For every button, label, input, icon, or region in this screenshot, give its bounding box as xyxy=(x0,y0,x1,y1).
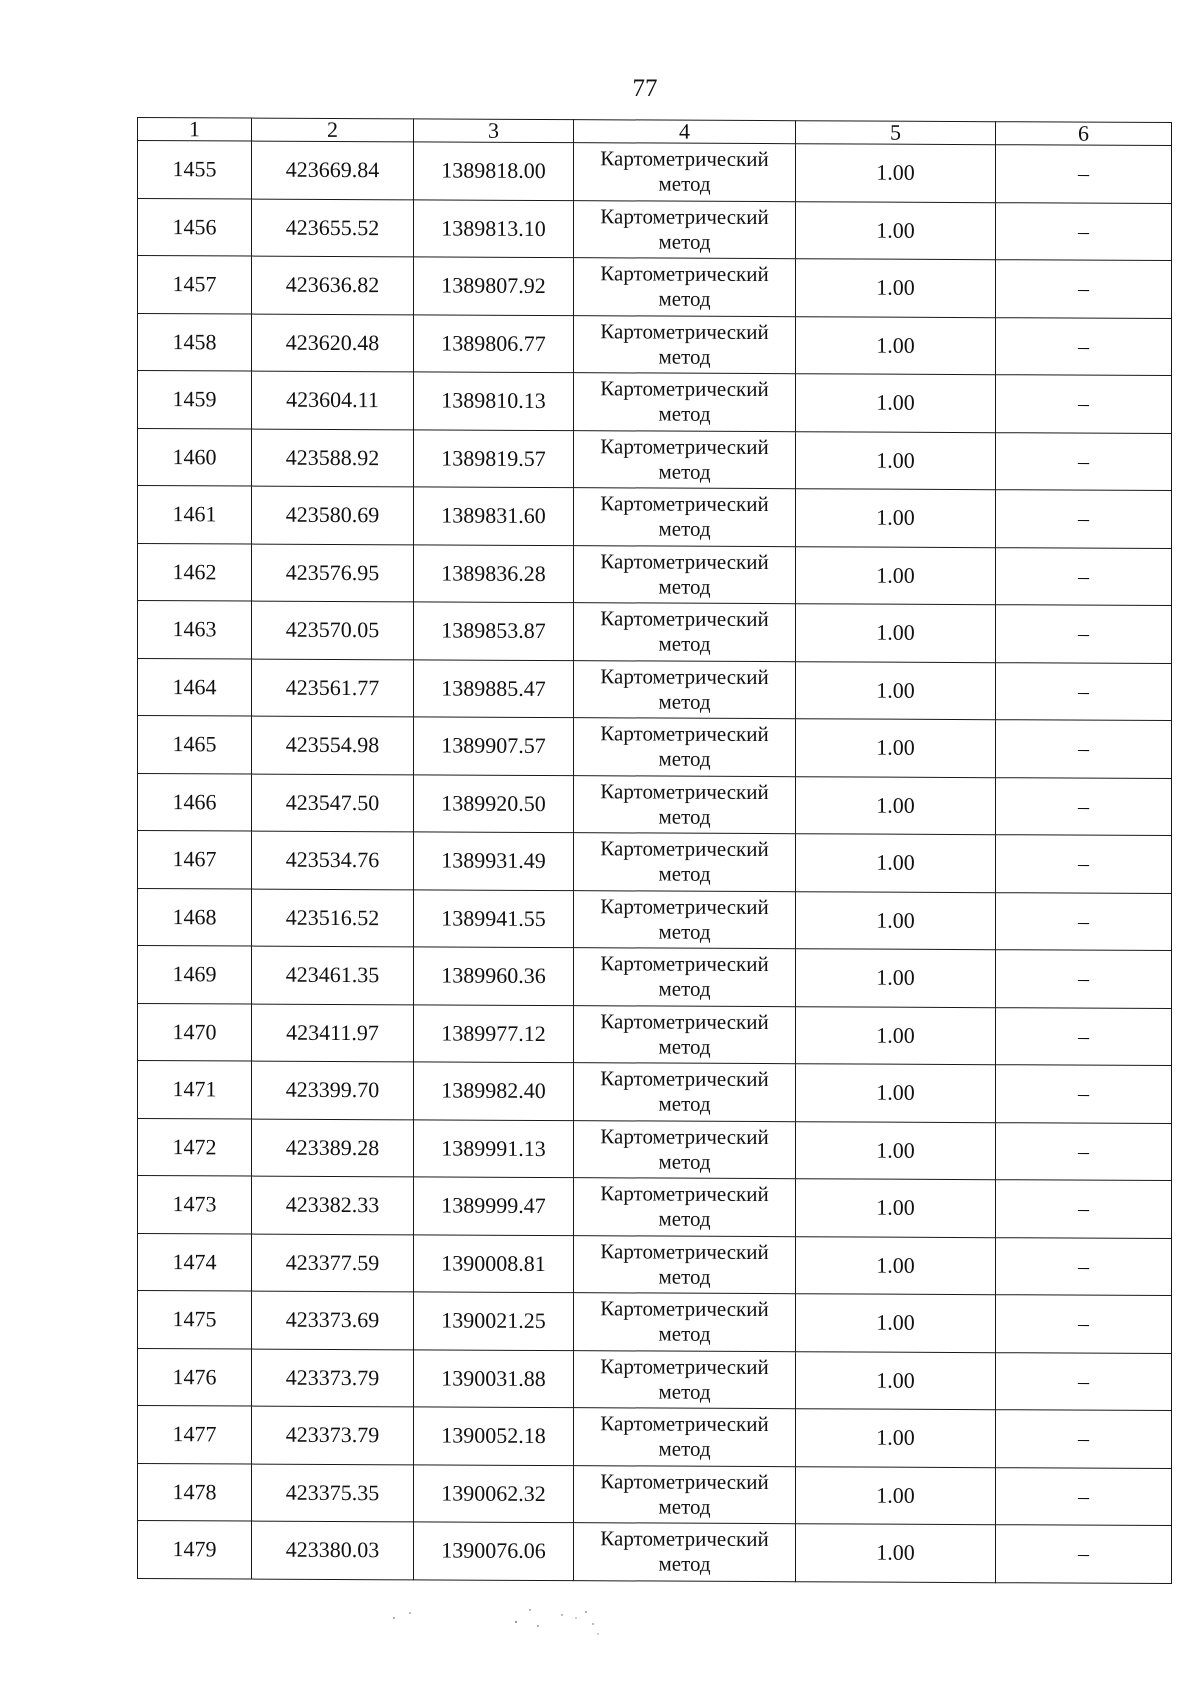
table-row xyxy=(138,543,1172,606)
note-cell: – xyxy=(996,1467,1172,1525)
accuracy-cell: 1.00 xyxy=(796,1121,996,1179)
method-line-2: метод xyxy=(658,1264,711,1289)
column-header-2: 2 xyxy=(252,118,414,142)
x-coordinate-cell: 423636.82 xyxy=(252,256,414,314)
y-coordinate-cell: 1389982.40 xyxy=(414,1062,574,1120)
method-cell xyxy=(574,430,796,489)
point-number-cell: 1468 xyxy=(138,888,252,946)
method-cell xyxy=(574,488,796,547)
point-number-cell: 1473 xyxy=(138,1176,252,1234)
method-cell xyxy=(574,373,796,432)
table-row xyxy=(138,1061,1172,1124)
y-coordinate-cell: 1389810.13 xyxy=(414,372,574,430)
method-cell xyxy=(574,660,796,719)
method-cell xyxy=(574,775,796,834)
note-cell: – xyxy=(996,1410,1172,1468)
note-cell: – xyxy=(996,605,1172,663)
y-coordinate-cell: 1389813.10 xyxy=(414,199,574,257)
accuracy-cell: 1.00 xyxy=(796,1236,996,1294)
method-cell xyxy=(574,1408,796,1467)
accuracy-cell: 1.00 xyxy=(796,1064,996,1122)
point-number-cell: 1461 xyxy=(138,486,252,544)
method-line-2: метод xyxy=(658,229,711,254)
method-line-2: метод xyxy=(658,171,711,197)
accuracy-cell: 1.00 xyxy=(796,259,996,317)
x-coordinate-cell: 423547.50 xyxy=(252,774,414,832)
method-line-1: Картометрический xyxy=(600,491,769,517)
method-line-2: метод xyxy=(658,1321,711,1347)
method-cell xyxy=(574,948,796,1007)
point-number-cell: 1470 xyxy=(138,1003,252,1061)
method-line-2: метод xyxy=(658,1206,711,1232)
method-line-1: Картометрический xyxy=(600,1181,769,1207)
point-number-cell: 1474 xyxy=(138,1233,252,1291)
x-coordinate-cell: 423399.70 xyxy=(252,1061,414,1119)
x-coordinate-cell: 423669.84 xyxy=(252,141,414,199)
accuracy-cell: 1.00 xyxy=(796,776,996,834)
accuracy-cell: 1.00 xyxy=(796,546,996,604)
point-number-cell: 1472 xyxy=(138,1118,252,1176)
column-header-5: 5 xyxy=(796,121,996,145)
y-coordinate-cell: 1389819.57 xyxy=(414,429,574,487)
point-number-cell: 1464 xyxy=(138,658,252,716)
method-line-2: метод xyxy=(658,746,711,772)
point-number-cell: 1463 xyxy=(138,601,252,659)
point-number-cell: 1466 xyxy=(138,773,252,831)
y-coordinate-cell: 1390008.81 xyxy=(414,1234,574,1292)
method-cell xyxy=(574,315,796,374)
method-line-2: метод xyxy=(658,1494,711,1519)
point-number-cell: 1479 xyxy=(138,1521,252,1579)
method-line-1: Картометрический xyxy=(600,549,769,574)
table-body xyxy=(138,141,1172,1584)
table-row xyxy=(138,428,1172,491)
accuracy-cell: 1.00 xyxy=(796,1524,996,1582)
method-cell xyxy=(574,1178,796,1237)
method-line-1: Картометрический xyxy=(600,1296,769,1322)
x-coordinate-cell: 423411.97 xyxy=(252,1004,414,1062)
table-row xyxy=(138,831,1172,894)
method-line-1: Картометрический xyxy=(600,894,769,919)
table-row xyxy=(138,313,1172,376)
accuracy-cell: 1.00 xyxy=(796,604,996,662)
point-number-cell: 1457 xyxy=(138,256,252,314)
table-row xyxy=(138,1118,1172,1181)
y-coordinate-cell: 1389941.55 xyxy=(414,889,574,947)
method-line-2: метод xyxy=(658,401,711,427)
method-cell xyxy=(574,603,796,662)
note-cell: – xyxy=(996,202,1172,260)
note-cell: – xyxy=(996,777,1172,835)
note-cell: – xyxy=(996,317,1172,375)
method-cell xyxy=(574,1465,796,1524)
y-coordinate-cell: 1390021.25 xyxy=(414,1292,574,1350)
accuracy-cell: 1.00 xyxy=(796,1466,996,1524)
note-cell: – xyxy=(996,145,1172,203)
method-cell xyxy=(574,1120,796,1179)
method-line-1: Картометрический xyxy=(600,1239,769,1264)
method-line-2: метод xyxy=(658,516,711,542)
table-row xyxy=(138,1406,1172,1469)
method-cell xyxy=(574,545,796,604)
accuracy-cell: 1.00 xyxy=(796,431,996,489)
note-cell: – xyxy=(996,1122,1172,1180)
method-cell xyxy=(574,258,796,317)
x-coordinate-cell: 423580.69 xyxy=(252,486,414,544)
table-row xyxy=(138,1233,1172,1296)
method-line-1: Картометрический xyxy=(600,434,769,459)
method-line-1: Картометрический xyxy=(600,261,769,287)
note-cell: – xyxy=(996,1237,1172,1295)
accuracy-cell: 1.00 xyxy=(796,1006,996,1064)
y-coordinate-cell: 1390076.06 xyxy=(414,1522,574,1580)
y-coordinate-cell: 1389977.12 xyxy=(414,1004,574,1062)
method-line-1: Картометрический xyxy=(600,606,769,632)
coordinates-table xyxy=(137,117,1172,1584)
point-number-cell: 1469 xyxy=(138,946,252,1004)
method-cell xyxy=(574,1235,796,1294)
method-line-2: метод xyxy=(658,1436,711,1462)
note-cell: – xyxy=(996,720,1172,778)
accuracy-cell: 1.00 xyxy=(796,834,996,892)
table-row xyxy=(138,1521,1172,1584)
method-line-2: метод xyxy=(658,459,711,484)
method-line-1: Картометрический xyxy=(600,836,769,862)
y-coordinate-cell: 1389991.13 xyxy=(414,1119,574,1177)
point-number-cell: 1471 xyxy=(138,1061,252,1119)
method-line-2: метод xyxy=(658,976,711,1002)
table-row xyxy=(138,773,1172,836)
note-cell: – xyxy=(996,950,1172,1008)
x-coordinate-cell: 423576.95 xyxy=(252,544,414,602)
method-line-2: метод xyxy=(658,689,711,714)
note-cell: – xyxy=(996,1065,1172,1123)
x-coordinate-cell: 423380.03 xyxy=(252,1521,414,1579)
method-line-1: Картометрический xyxy=(600,1009,769,1034)
accuracy-cell: 1.00 xyxy=(796,316,996,374)
method-line-1: Картометрический xyxy=(600,1124,769,1149)
point-number-cell: 1475 xyxy=(138,1291,252,1349)
column-header-3: 3 xyxy=(414,119,574,143)
y-coordinate-cell: 1389920.50 xyxy=(414,774,574,832)
point-number-cell: 1458 xyxy=(138,313,252,371)
method-line-2: метод xyxy=(658,1149,711,1174)
note-cell: – xyxy=(996,432,1172,490)
method-line-2: метод xyxy=(658,861,711,887)
point-number-cell: 1477 xyxy=(138,1406,252,1464)
note-cell: – xyxy=(996,892,1172,950)
x-coordinate-cell: 423373.79 xyxy=(252,1406,414,1464)
table-row xyxy=(138,1348,1172,1411)
method-line-1: Картометрический xyxy=(600,319,769,344)
x-coordinate-cell: 423604.11 xyxy=(252,371,414,429)
note-cell: – xyxy=(996,547,1172,605)
x-coordinate-cell: 423389.28 xyxy=(252,1119,414,1177)
x-coordinate-cell: 423554.98 xyxy=(252,716,414,774)
x-coordinate-cell: 423516.52 xyxy=(252,889,414,947)
method-line-2: метод xyxy=(658,344,711,369)
method-line-2: метод xyxy=(658,1551,711,1577)
table-row xyxy=(138,1003,1172,1066)
table-row xyxy=(138,716,1172,779)
x-coordinate-cell: 423375.35 xyxy=(252,1464,414,1522)
y-coordinate-cell: 1389885.47 xyxy=(414,659,574,717)
y-coordinate-cell: 1390052.18 xyxy=(414,1407,574,1465)
accuracy-cell: 1.00 xyxy=(796,719,996,777)
y-coordinate-cell: 1389836.28 xyxy=(414,544,574,602)
y-coordinate-cell: 1389853.87 xyxy=(414,602,574,660)
method-line-1: Картометрический xyxy=(600,1354,769,1379)
method-cell xyxy=(574,1350,796,1409)
point-number-cell: 1462 xyxy=(138,543,252,601)
method-cell xyxy=(574,1293,796,1352)
table-row xyxy=(138,946,1172,1009)
method-line-2: метод xyxy=(658,631,711,657)
y-coordinate-cell: 1389931.49 xyxy=(414,832,574,890)
table-row xyxy=(138,371,1172,434)
x-coordinate-cell: 423461.35 xyxy=(252,946,414,1004)
y-coordinate-cell: 1390031.88 xyxy=(414,1349,574,1407)
x-coordinate-cell: 423373.79 xyxy=(252,1349,414,1407)
y-coordinate-cell: 1389960.36 xyxy=(414,947,574,1005)
note-cell: – xyxy=(996,662,1172,720)
y-coordinate-cell: 1389831.60 xyxy=(414,487,574,545)
x-coordinate-cell: 423534.76 xyxy=(252,831,414,889)
table-row xyxy=(138,256,1172,319)
method-line-2: метод xyxy=(658,804,711,829)
accuracy-cell: 1.00 xyxy=(796,201,996,259)
point-number-cell: 1456 xyxy=(138,198,252,256)
table-row xyxy=(138,141,1172,204)
accuracy-cell: 1.00 xyxy=(796,1294,996,1352)
point-number-cell: 1476 xyxy=(138,1348,252,1406)
method-line-2: метод xyxy=(658,1379,711,1404)
x-coordinate-cell: 423588.92 xyxy=(252,429,414,487)
point-number-cell: 1460 xyxy=(138,428,252,486)
accuracy-cell: 1.00 xyxy=(796,374,996,432)
method-line-1: Картометрический xyxy=(600,1066,769,1092)
method-line-1: Картометрический xyxy=(600,1526,769,1552)
method-cell xyxy=(574,1523,796,1582)
method-cell xyxy=(574,1005,796,1064)
scan-noise xyxy=(390,1604,670,1644)
method-line-2: метод xyxy=(658,1091,711,1117)
method-line-1: Картометрический xyxy=(600,721,769,747)
table-row xyxy=(138,486,1172,549)
y-coordinate-cell: 1389999.47 xyxy=(414,1177,574,1235)
table-row xyxy=(138,1291,1172,1354)
table-row xyxy=(138,1463,1172,1526)
column-header-6: 6 xyxy=(996,122,1172,146)
note-cell: – xyxy=(996,1525,1172,1583)
accuracy-cell: 1.00 xyxy=(796,661,996,719)
table-row xyxy=(138,888,1172,951)
method-cell xyxy=(574,143,796,202)
accuracy-cell: 1.00 xyxy=(796,949,996,1007)
x-coordinate-cell: 423377.59 xyxy=(252,1234,414,1292)
method-line-2: метод xyxy=(658,919,711,944)
accuracy-cell: 1.00 xyxy=(796,489,996,547)
method-line-1: Картометрический xyxy=(600,664,769,689)
accuracy-cell: 1.00 xyxy=(796,1351,996,1409)
note-cell: – xyxy=(996,1352,1172,1410)
y-coordinate-cell: 1389806.77 xyxy=(414,314,574,372)
method-line-2: метод xyxy=(658,574,711,599)
x-coordinate-cell: 423561.77 xyxy=(252,659,414,717)
method-line-1: Картометрический xyxy=(600,376,769,402)
x-coordinate-cell: 423570.05 xyxy=(252,601,414,659)
table-row xyxy=(138,601,1172,664)
column-header-4: 4 xyxy=(574,120,796,144)
y-coordinate-cell: 1390062.32 xyxy=(414,1464,574,1522)
note-cell: – xyxy=(996,1180,1172,1238)
accuracy-cell: 1.00 xyxy=(796,1409,996,1467)
y-coordinate-cell: 1389907.57 xyxy=(414,717,574,775)
method-line-1: Картометрический xyxy=(600,204,769,229)
point-number-cell: 1478 xyxy=(138,1463,252,1521)
method-line-2: метод xyxy=(658,286,711,312)
note-cell: – xyxy=(996,1007,1172,1065)
method-cell xyxy=(574,1063,796,1122)
point-number-cell: 1459 xyxy=(138,371,252,429)
note-cell: – xyxy=(996,260,1172,318)
note-cell: – xyxy=(996,835,1172,893)
accuracy-cell: 1.00 xyxy=(796,144,996,202)
method-line-2: метод xyxy=(658,1034,711,1059)
method-line-1: Картометрический xyxy=(600,779,769,804)
table-row xyxy=(138,658,1172,721)
x-coordinate-cell: 423655.52 xyxy=(252,199,414,257)
point-number-cell: 1465 xyxy=(138,716,252,774)
table-row xyxy=(138,1176,1172,1239)
point-number-cell: 1455 xyxy=(138,141,252,199)
x-coordinate-cell: 423382.33 xyxy=(252,1176,414,1234)
method-line-1: Картометрический xyxy=(600,1469,769,1494)
note-cell: – xyxy=(996,375,1172,433)
method-line-1: Картометрический xyxy=(600,1411,769,1437)
method-cell xyxy=(574,890,796,949)
x-coordinate-cell: 423373.69 xyxy=(252,1291,414,1349)
y-coordinate-cell: 1389807.92 xyxy=(414,257,574,315)
method-cell xyxy=(574,200,796,259)
x-coordinate-cell: 423620.48 xyxy=(252,314,414,372)
y-coordinate-cell: 1389818.00 xyxy=(414,142,574,200)
method-cell xyxy=(574,718,796,777)
page-number: 77 xyxy=(632,75,658,102)
accuracy-cell: 1.00 xyxy=(796,891,996,949)
method-line-1: Картометрический xyxy=(600,951,769,977)
table-row xyxy=(138,198,1172,261)
note-cell: – xyxy=(996,1295,1172,1353)
method-cell xyxy=(574,833,796,892)
method-line-1: Картометрический xyxy=(600,146,769,172)
note-cell: – xyxy=(996,490,1172,548)
point-number-cell: 1467 xyxy=(138,831,252,889)
accuracy-cell: 1.00 xyxy=(796,1179,996,1237)
column-header-1: 1 xyxy=(138,118,252,142)
